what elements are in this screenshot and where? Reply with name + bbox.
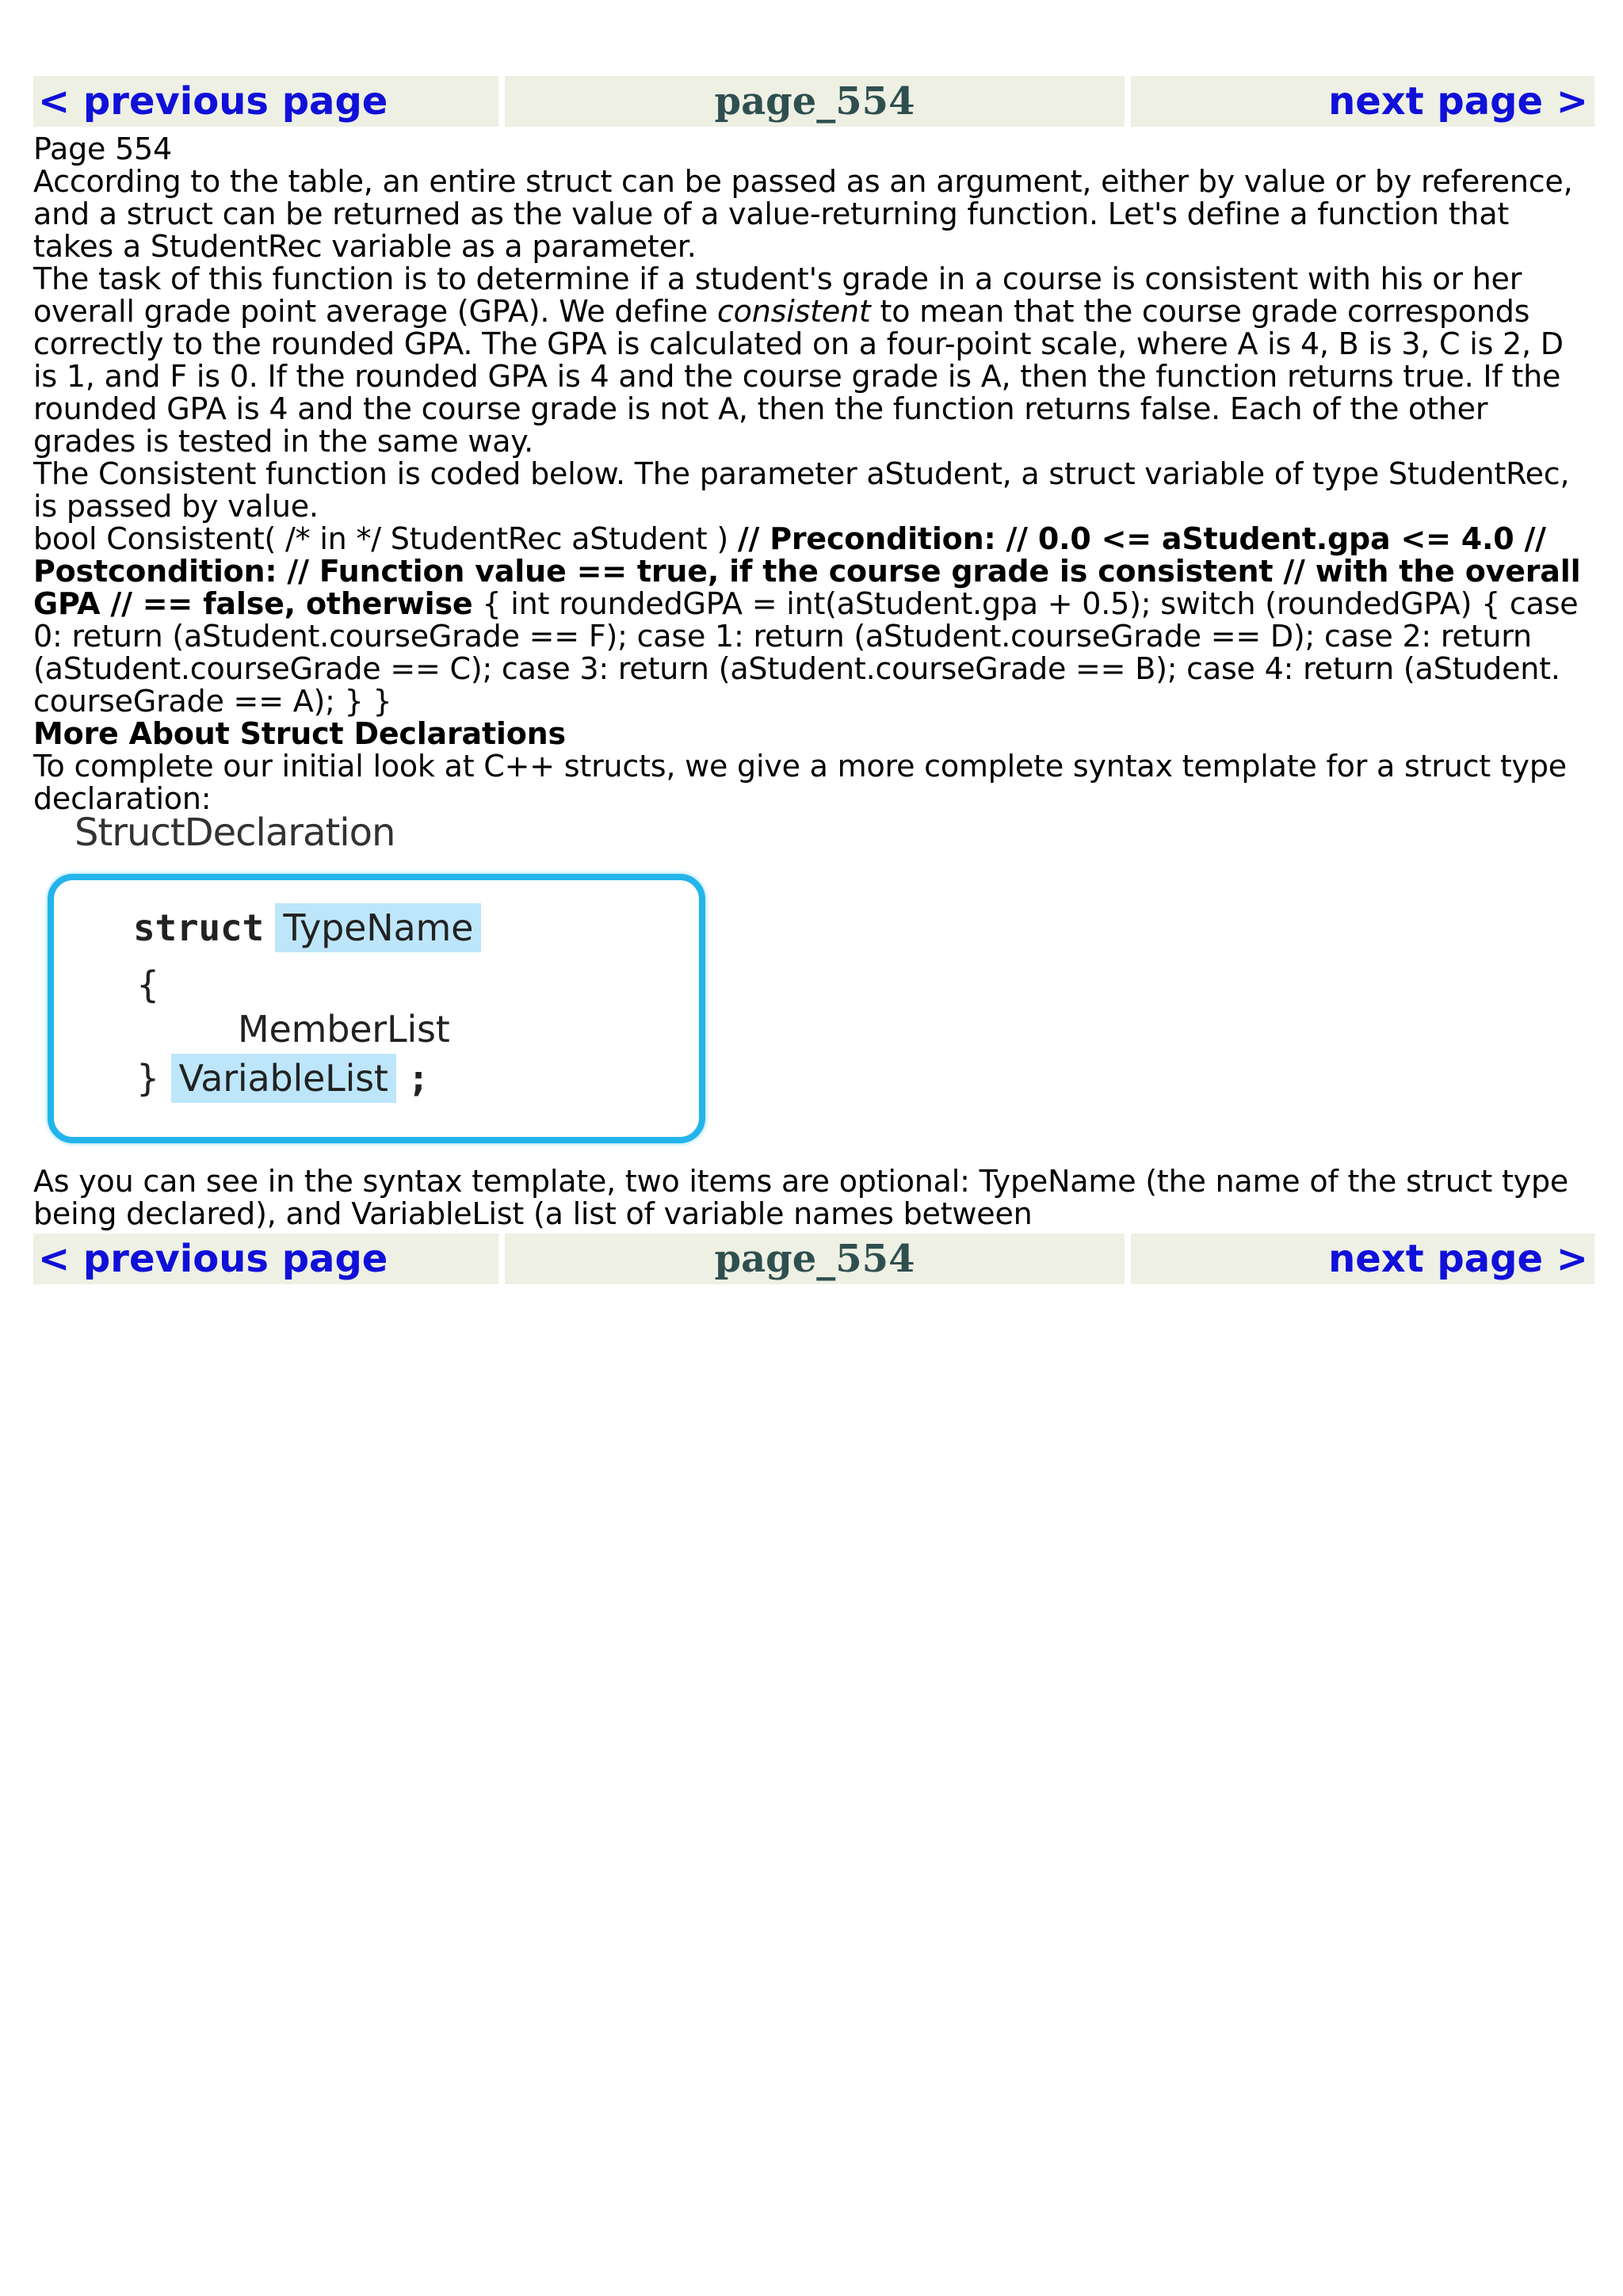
variable-list-placeholder: VariableList [171,1054,396,1103]
page-label: page_554 [714,79,915,124]
paragraph-syntax-intro: To complete our initial look at C++ structs, we give a more complete syntax template for a struct type declaration: [33,749,1567,816]
document-page [33,76,1594,1284]
top-prev-cell [33,76,498,127]
next-page-link[interactable]: next page > [1328,1237,1588,1281]
bottom-next-cell [1131,1234,1594,1284]
section-heading: More About Struct Declarations [33,716,566,751]
struct-line [133,906,481,949]
paragraph-consistent-function: The Consistent function is coded below. The parameter aStudent, a struct variable of type StudentRec, is passed by value. [33,456,1570,524]
previous-page-link[interactable]: < previous page [38,1237,388,1281]
semicolon: ; [407,1057,430,1100]
top-next-cell [1131,76,1594,127]
paragraph-optional-items: As you can see in the syntax template, two items are optional: TypeName (the name of the struct type being declared), and VariableList (a list of variable names between [33,1164,1569,1231]
page-content [33,127,1594,1230]
syntax-template-figure [48,810,721,1165]
type-name-placeholder: TypeName [275,903,481,952]
next-page-link[interactable]: next page > [1328,79,1588,124]
code-body: { int roundedGPA = int(aStudent.gpa + 0.5); switch (roundedGPA) { case 0: return (aStudent.courseGrade == F); case 1: return (aStudent.courseGrade == D); case 2: return (aStudent.courseGrade == C); case 3: return (aStudent.courseGrade == B); case 4: return (aStudent. courseGrade == A); } } [33,586,1579,719]
top-navigation-bar [33,76,1594,127]
open-brace: { [136,963,160,1006]
paragraph-function-task [33,263,1590,458]
bottom-prev-cell [33,1234,498,1284]
page-number: Page 554 [33,132,173,166]
syntax-template-box [48,874,705,1143]
struct-keyword: struct [133,906,264,949]
italic-term: consistent [716,294,871,329]
close-brace: } [136,1057,160,1100]
previous-page-link[interactable]: < previous page [38,79,388,124]
paragraph-text: to mean that the course grade corresponds correctly to the rounded GPA. The GPA is calculated on a four-point scale, where A is 4, B is 3, C is 2, D is 1, and F is 0. If the rounded GPA is 4 and the course grade is A, then the function returns true. If the rounded GPA is 4 and the course grade is not A, then the function returns false. Each of the other grades is tested in the same way. [33,294,1564,459]
bottom-page-label-cell [505,1234,1125,1284]
paragraph-struct-arguments: According to the table, an entire struct can be passed as an argument, either by value or by reference, and a struct can be returned as the value of a value-returning function. Let's define a function that takes a StudentRec variable as a parameter. [33,164,1573,264]
member-list-placeholder: MemberList [238,1008,450,1051]
figure-title: StructDeclaration [74,810,395,855]
bottom-navigation-bar [33,1234,1594,1284]
top-page-label-cell [505,76,1125,127]
closing-line [136,1057,430,1100]
code-signature: bool Consistent( /* in */ StudentRec aStudent ) [33,521,738,556]
code-comments: // Precondition: // 0.0 <= aStudent.gpa <= 4.0 // Postcondition: // Function value == true, if the course grade is consistent // with the overall GPA // == false, otherwise [33,521,1581,621]
paragraph-text: The task of this function is to determine if a student's grade in a course is consistent with his or her overall grade point average (GPA). We define [33,261,1522,329]
page-label: page_554 [714,1237,915,1281]
code-listing [33,523,1590,718]
